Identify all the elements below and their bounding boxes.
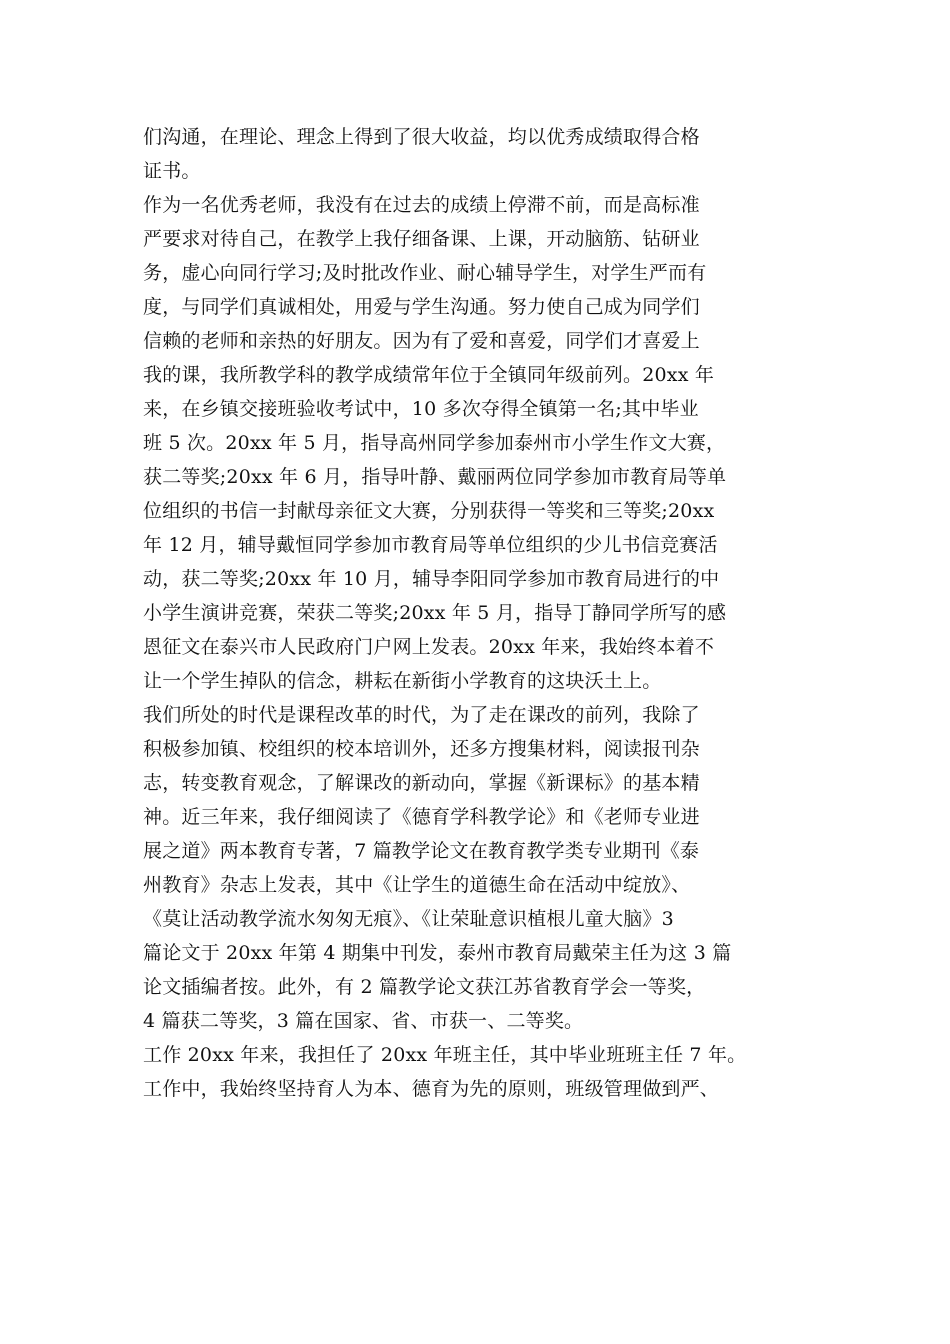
text-line: 4 篇获二等奖，3 篇在国家、省、市获一、二等奖。 xyxy=(143,1010,584,1032)
text-line: 让一个学生掉队的信念，耕耘在新街小学教育的这块沃土上。 xyxy=(143,670,662,692)
text-line: 严要求对待自己，在教学上我仔细备课、上课，开动脑筋、钻研业 xyxy=(143,228,700,250)
text-line: 班 5 次。20xx 年 5 月，指导高州同学参加泰州市小学生作文大赛， xyxy=(143,432,726,454)
text-line: 度，与同学们真诚相处，用爱与学生沟通。努力使自己成为同学们 xyxy=(143,296,700,318)
text-line: 积极参加镇、校组织的校本培训外，还多方搜集材料，阅读报刊杂 xyxy=(143,738,700,760)
text-line: 工作中，我始终坚持育人为本、德育为先的原则，班级管理做到严、 xyxy=(143,1078,720,1100)
text-line: 《莫让活动教学流水匆匆无痕》、《让荣耻意识植根儿童大脑》3 xyxy=(143,908,674,930)
text-line: 工作 20xx 年来，我担任了 20xx 年班主任，其中毕业班班主任 7 年。 xyxy=(143,1044,747,1066)
text-line: 我的课，我所教学科的教学成绩常年位于全镇同年级前列。20xx 年 xyxy=(143,364,715,386)
text-line: 来，在乡镇交接班验收考试中，10 多次夺得全镇第一名;其中毕业 xyxy=(143,398,699,420)
text-line: 动，获二等奖;20xx 年 10 月，辅导李阳同学参加市教育局进行的中 xyxy=(143,568,720,590)
text-line: 神。近三年来，我仔细阅读了《德育学科教学论》和《老师专业进 xyxy=(143,806,700,828)
text-line: 获二等奖;20xx 年 6 月，指导叶静、戴丽两位同学参加市教育局等单 xyxy=(143,466,727,488)
text-line: 展之道》两本教育专著，7 篇教学论文在教育教学类专业期刊《泰 xyxy=(143,840,700,862)
text-line: 州教育》杂志上发表，其中《让学生的道德生命在活动中绽放》、 xyxy=(143,874,691,896)
text-line: 小学生演讲竞赛，荣获二等奖;20xx 年 5 月，指导丁静同学所写的感 xyxy=(143,602,727,624)
document-body xyxy=(143,120,833,1106)
text-line: 们沟通，在理论、理念上得到了很大收益，均以优秀成绩取得合格 xyxy=(143,126,700,148)
text-line: 年 12 月，辅导戴恒同学参加市教育局等单位组织的少儿书信竞赛活 xyxy=(143,534,718,556)
text-line: 作为一名优秀老师，我没有在过去的成绩上停滞不前，而是高标准 xyxy=(143,194,700,216)
text-line: 务，虚心向同行学习;及时批改作业、耐心辅导学生，对学生严而有 xyxy=(143,262,707,284)
text-line: 恩征文在泰兴市人民政府门户网上发表。20xx 年来，我始终本着不 xyxy=(143,636,715,658)
text-line: 证书。 xyxy=(143,160,201,182)
text-line: 位组织的书信一封献母亲征文大赛，分别获得一等奖和三等奖;20xx xyxy=(143,500,715,522)
text-line: 志，转变教育观念，了解课改的新动向，掌握《新课标》的基本精 xyxy=(143,772,700,794)
text-line: 信赖的老师和亲热的好朋友。因为有了爱和喜爱，同学们才喜爱上 xyxy=(143,330,700,352)
text-line: 篇论文于 20xx 年第 4 期集中刊发，泰州市教育局戴荣主任为这 3 篇 xyxy=(143,942,732,964)
text-line: 论文插编者按。此外，有 2 篇教学论文获江苏省教育学会一等奖， xyxy=(143,976,706,998)
text-line: 我们所处的时代是课程改革的时代，为了走在课改的前列，我除了 xyxy=(143,704,700,726)
